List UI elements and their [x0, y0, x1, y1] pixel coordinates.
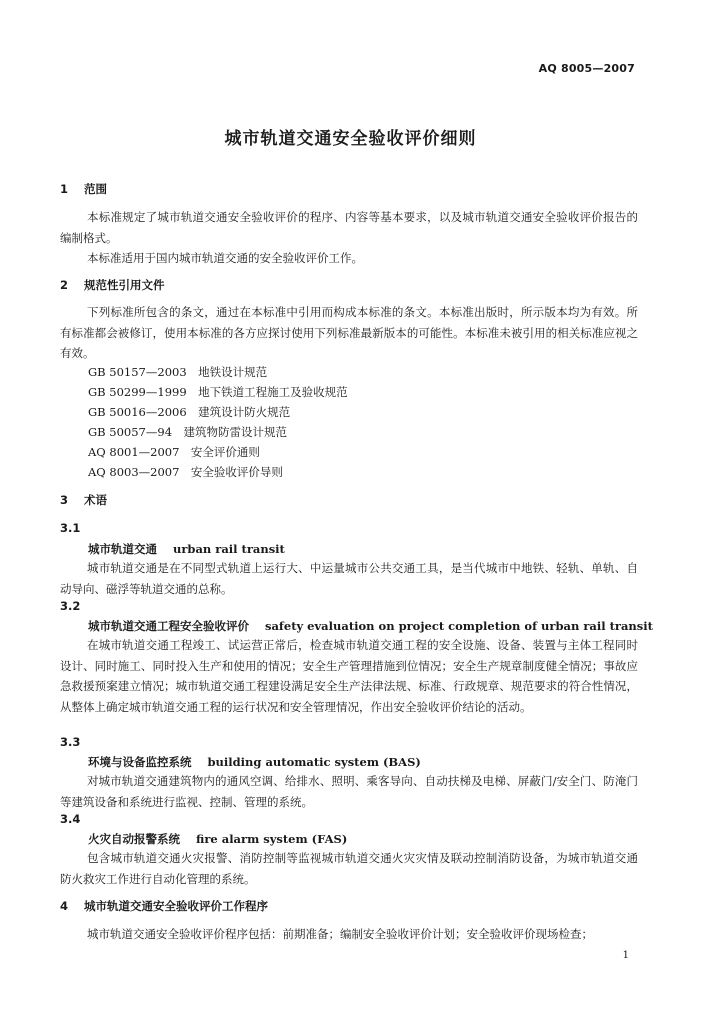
term-english: building automatic system (BAS) — [207, 755, 421, 769]
section-1-paragraph-1: 本标准规定了城市轨道交通安全验收评价的程序、内容等基本要求，以及城市轨道交通安全验收评价报告的编制格式。 — [60, 210, 638, 245]
term-number: 3.3 — [60, 735, 81, 749]
reference-item: GB 50057—94 建筑物防雷设计规范 — [88, 425, 288, 439]
reference-item: GB 50299—1999 地下铁道工程施工及验收规范 — [88, 385, 348, 399]
page-number: 1 — [622, 950, 629, 961]
section-title: 范围 — [84, 182, 107, 196]
term-definition: 城市轨道交通是在不同型式轨道上运行大、中运量城市公共交通工具，是当代城市中地铁、轻轨、单轨、自动导向、磁浮等轨道交通的总称。 — [60, 561, 638, 596]
reference-item: GB 50157—2003 地铁设计规范 — [88, 365, 268, 379]
term-chinese: 火灾自动报警系统 — [88, 832, 180, 846]
section-title: 术语 — [84, 493, 107, 507]
document-title: 城市轨道交通安全验收评价细则 — [224, 129, 477, 149]
section-4-paragraph-1: 城市轨道交通安全验收评价程序包括：前期准备；编制安全验收评价计划；安全验收评价现场检查； — [87, 927, 593, 941]
section-number: 4 — [60, 899, 69, 913]
section-3-heading — [60, 492, 107, 508]
section-4-heading — [60, 898, 268, 914]
section-1-heading — [60, 181, 107, 197]
reference-item: GB 50016—2006 建筑设计防火规范 — [88, 405, 291, 419]
term-chinese: 环境与设备监控系统 — [88, 755, 192, 769]
term-definition: 对城市轨道交通建筑物内的通风空调、给排水、照明、乘客导向、自动扶梯及电梯、屏蔽门/安全门、防淹门等建筑设备和系统进行监视、控制、管理的系统。 — [60, 774, 638, 809]
section-2-paragraph-1: 下列标准所包含的条文，通过在本标准中引用而构成本标准的条文。本标准出版时，所示版本均为有效。所有标准都会被修订，使用本标准的各方应探讨使用下列标准最新版本的可能性。本标准未被引用的相关标准应视之有效。 — [60, 305, 638, 360]
section-2-heading — [60, 277, 165, 293]
section-title: 城市轨道交通安全验收评价工作程序 — [84, 899, 268, 913]
term-heading — [88, 618, 653, 634]
term-number: 3.1 — [60, 521, 81, 535]
term-number: 3.4 — [60, 812, 81, 826]
term-definition: 包含城市轨道交通火灾报警、消防控制等监视城市轨道交通火灾灾情及联动控制消防设备，为城市轨道交通防火救灾工作进行自动化管理的系统。 — [60, 851, 638, 886]
term-english: safety evaluation on project completion of urban rail transit — [265, 619, 653, 633]
reference-item: AQ 8001—2007 安全评价通则 — [88, 445, 260, 459]
term-definition: 在城市轨道交通工程竣工、试运营正常后，检查城市轨道交通工程的安全设施、设备、装置与主体工程同时设计、同时施工、同时投入生产和使用的情况；安全生产管理措施到位情况；安全生产规章制度健全情况；事故应急救援预案建立情况；城市轨道交通工程建设满足安全生产法律法规、标准、行政规章、规范要求的符合性情况，从整体上确定城市轨道交通工程的运行状况和安全管理情况，作出安全验收评价结论的活动。 — [60, 638, 638, 714]
section-number: 3 — [60, 493, 69, 507]
term-chinese: 城市轨道交通 — [88, 542, 157, 556]
term-english: urban rail transit — [173, 542, 285, 556]
term-english: fire alarm system (FAS) — [196, 832, 348, 846]
term-heading — [88, 754, 421, 770]
term-heading — [88, 831, 347, 847]
section-number: 1 — [60, 182, 69, 196]
term-heading — [88, 541, 285, 557]
section-title: 规范性引用文件 — [84, 278, 165, 292]
term-chinese: 城市轨道交通工程安全验收评价 — [88, 619, 249, 633]
standard-code: AQ 8005—2007 — [538, 62, 635, 75]
section-1-paragraph-2: 本标准适用于国内城市轨道交通的安全验收评价工作。 — [87, 251, 363, 265]
reference-item: AQ 8003—2007 安全验收评价导则 — [88, 465, 283, 479]
section-number: 2 — [60, 278, 69, 292]
term-number: 3.2 — [60, 599, 81, 613]
